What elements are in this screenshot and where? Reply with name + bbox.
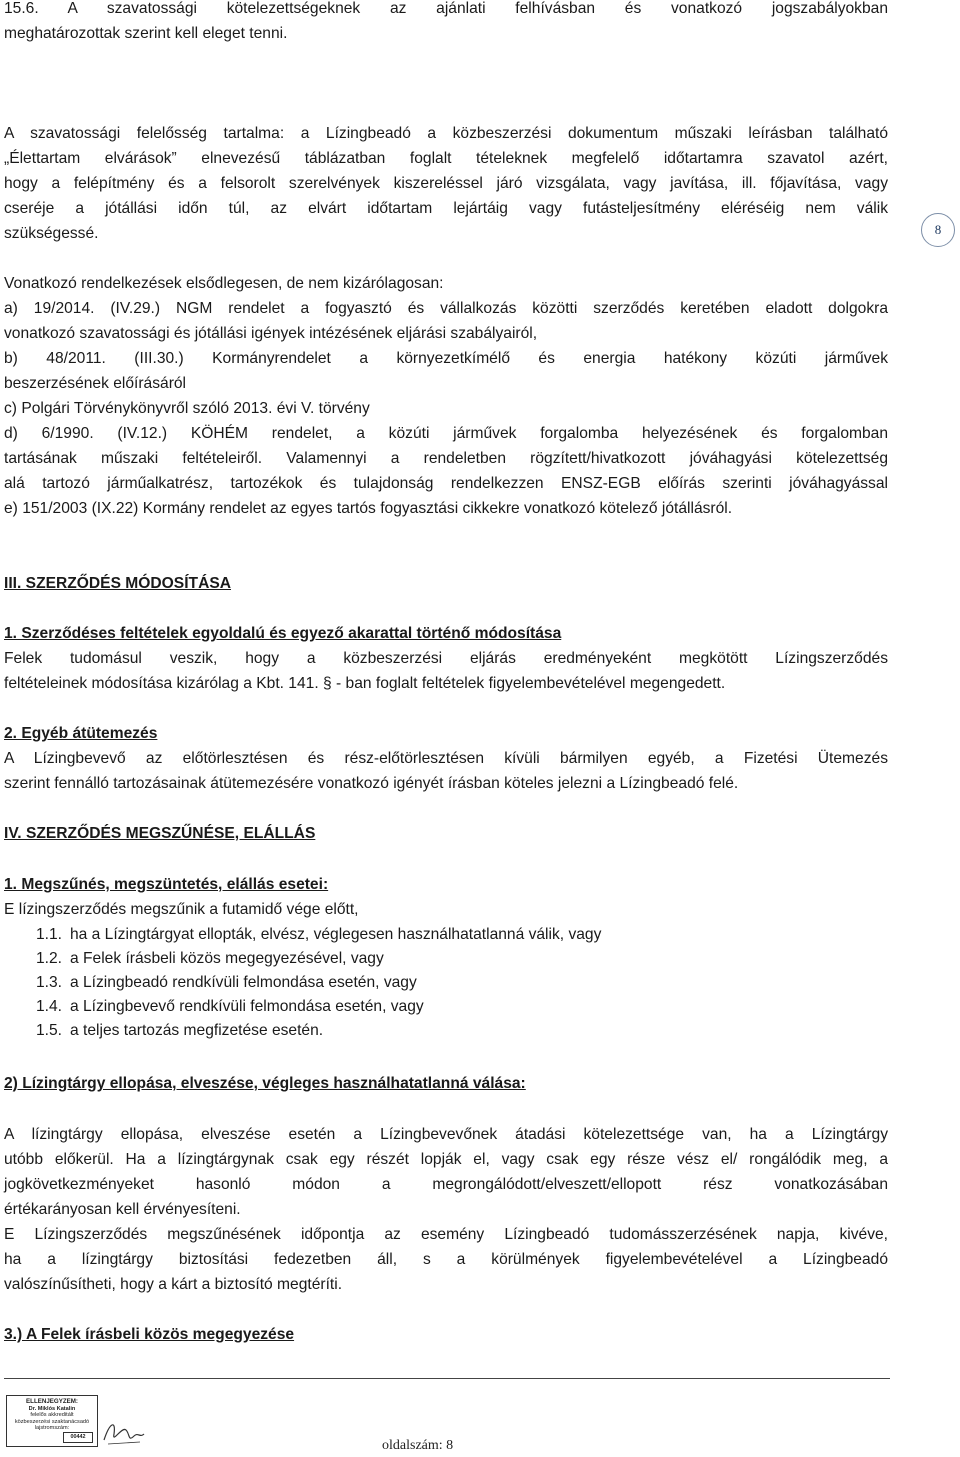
list-item-text: a Lízingbevevő rendkívüli felmondása esetén, vagy: [70, 998, 424, 1015]
stamp-name: Dr. Miklós Katalin: [28, 1405, 76, 1412]
chapter-title: IV. SZERZŐDÉS MEGSZŰNÉSE, ELÁLLÁS: [4, 825, 316, 842]
paragraph-line: szerint fennálló tartozásainak átütemezésére vonatkozó igényét írásban köteles jelezni a Lízingbeadó felé.: [4, 775, 739, 792]
footer-divider: [4, 1378, 890, 1379]
paragraph-line: A Lízingbevevő az előtörlesztésen és rész-előtörlesztésen kívüli bármilyen egyéb, a Fizetési Ütemezés: [4, 750, 888, 767]
list-item-number: 1.5.: [36, 1022, 63, 1039]
regulation-item-a: a) 19/2014. (IV.29.) NGM rendelet a fogyasztó és vállalkozás közötti szerződés keretében eladott dolgokra: [4, 300, 888, 317]
chapter-3: [4, 571, 888, 596]
regulation-item-a: vonatkozó szavatossági és jótállási igények intézésének eljárási szabályairól,: [4, 325, 538, 342]
regulation-item-d: d) 6/1990. (IV.12.) KÖHÉM rendelet, a közúti járművek forgalomba helyezésének és forgalomban: [4, 425, 888, 442]
warranty-line: szükségessé.: [4, 225, 99, 242]
footer-page-number: oldalszám: 8: [382, 1438, 454, 1453]
chapter-4-section-1: [4, 872, 888, 922]
stamp-line: felelős akkreditált: [30, 1412, 74, 1419]
list-item-number: 1.1.: [36, 926, 63, 943]
section-heading-line2: meghatározottak szerint kell eleget tenni.: [4, 25, 288, 42]
list-item-number: 1.2.: [36, 950, 63, 967]
paragraph-line: valószínűsítheti, hogy a kárt a biztosító megtéríti.: [4, 1276, 343, 1293]
regulation-item-e: e) 151/2003 (IX.22) Kormány rendelet az egyes tartós fogyasztási cikkekre vonatkozó kötelező jótállásról.: [4, 500, 733, 517]
regulation-item-b: b) 48/2011. (III.30.) Kormányrendelet a környezetkímélő és energia hatékony közúti járművek: [4, 350, 888, 367]
regulation-item-d: tartásának műszaki feltételeiről. Valamennyi a rendeletben rögzített/hivatkozott jóváhagyási kötelezettség: [4, 450, 888, 467]
list-item-text: a teljes tartozás megfizetése esetén.: [70, 1022, 324, 1039]
warranty-line: cseréje a jótállási időn túl, az elvárt időtartam lejártáig vagy futásteljesítmény eléréséig nem válik: [4, 200, 888, 217]
stamp-line: lajstromszám:: [34, 1425, 70, 1432]
section-title: 2) Lízingtárgy ellopása, elveszése, végleges használhatatlanná válása:: [4, 1075, 526, 1092]
regulations-list: [4, 271, 888, 521]
chapter-4: [4, 821, 888, 846]
paragraph-line: E Lízingszerződés megszűnésének időpontja az esemény Lízingbeadó tudomásszerzésének napja, kivéve,: [4, 1226, 888, 1243]
section-heading-line1: 15.6. A szavatossági kötelezettségeknek az ajánlati felhívásban és vonatkozó jogszabályokban: [4, 0, 888, 17]
regulations-intro: Vonatkozó rendelkezések elsődlegesen, de nem kizárólagosan:: [4, 275, 444, 292]
page-number-badge: 8: [921, 213, 955, 247]
list-item-text: ha a Lízingtárgyat ellopták, elvész, véglegesen használhatatlanná válik, vagy: [70, 926, 602, 943]
warranty-line: „Élettartam elvárások” elnevezésű táblázatban foglalt tételeknek megfelelő időtartamra szavatol azért,: [4, 150, 888, 167]
list-item-text: a Felek írásbeli közös megegyezésével, vagy: [70, 950, 384, 967]
section-15-6: [4, 0, 888, 46]
paragraph-line: értékarányosan kell érvényesíteni.: [4, 1201, 241, 1218]
theft-paragraph: [4, 1122, 888, 1297]
chapter-4-section-2: [4, 1071, 888, 1096]
list-item: [36, 995, 601, 1019]
regulation-item-b: beszerzésének előírásáról: [4, 375, 187, 392]
stamp-title: ELLENJEGYZEM:: [26, 1398, 78, 1405]
chapter-title: III. SZERZŐDÉS MÓDOSÍTÁSA: [4, 575, 231, 592]
warranty-line: hogy a felépítmény és a felsorolt szerelvények kiszereléssel járó vizsgálata, vagy javítása, ill. főjavítása, vagy: [4, 175, 888, 192]
paragraph-line: ha a lízingtárgy biztosítási fedezetben áll, s a körülmények figyelembevételével a Lízingbeadó: [4, 1251, 888, 1268]
paragraph-line: E lízingszerződés megszűnik a futamidő vége előtt,: [4, 901, 359, 918]
chapter-3-section-2: [4, 721, 888, 796]
stamp-number: 00442: [63, 1432, 93, 1443]
list-item-text: a Lízingbeadó rendkívüli felmondása esetén, vagy: [70, 974, 417, 991]
list-item: [36, 1019, 601, 1043]
warranty-line: A szavatossági felelősség tartalma: a Lízingbeadó a közbeszerzési dokumentum műszaki leírásban található: [4, 125, 888, 142]
list-item-number: 1.3.: [36, 974, 63, 991]
list-item: [36, 947, 601, 971]
section-title: 1. Megszűnés, megszüntetés, elállás esetei:: [4, 876, 329, 893]
chapter-4-section-3: [4, 1322, 888, 1347]
paragraph-line: utóbb előkerül. Ha a lízingtárgynak csak egy részét lopják el, vagy csak egy része vész el/ rongálódik meg, a: [4, 1151, 888, 1168]
paragraph-line: Felek tudomásul veszik, hogy a közbeszerzési eljárás eredményeként megkötött Lízingszerződés: [4, 650, 888, 667]
section-title: 3.) A Felek írásbeli közös megegyezése: [4, 1326, 295, 1343]
list-item: [36, 923, 601, 947]
regulation-item-c: c) Polgári Törvénykönyvről szóló 2013. évi V. törvény: [4, 400, 370, 417]
section-title: 2. Egyéb átütemezés: [4, 725, 158, 742]
section-title: 1. Szerződéses feltételek egyoldalú és egyező akarattal történő módosítása: [4, 625, 562, 642]
signature-icon: [100, 1416, 146, 1448]
warranty-paragraph: [4, 121, 888, 246]
countersign-stamp: [6, 1395, 98, 1447]
termination-cases-list: [36, 923, 601, 1043]
regulation-item-d: alá tartozó járműalkatrész, tartozékok és tulajdonság rendelkezzen ENSZ-EGB előírás szerinti jóváhagyással: [4, 475, 888, 492]
list-item: [36, 971, 601, 995]
paragraph-line: feltételeinek módosítása kizárólag a Kbt. 141. § - ban foglalt feltételek figyelembevételével megengedett.: [4, 675, 726, 692]
list-item-number: 1.4.: [36, 998, 63, 1015]
chapter-3-section-1: [4, 621, 888, 696]
stamp-line: közbeszerzési szaktanácsadó: [14, 1418, 90, 1425]
paragraph-line: A lízingtárgy ellopása, elveszése esetén a Lízingbevevőnek átadási kötelezettsége van, ha a Lízingtárgy: [4, 1126, 888, 1143]
paragraph-line: jogkövetkezményeket hasonló módon a megrongálódott/elveszett/ellopott rész vonatkozásában: [4, 1176, 888, 1193]
